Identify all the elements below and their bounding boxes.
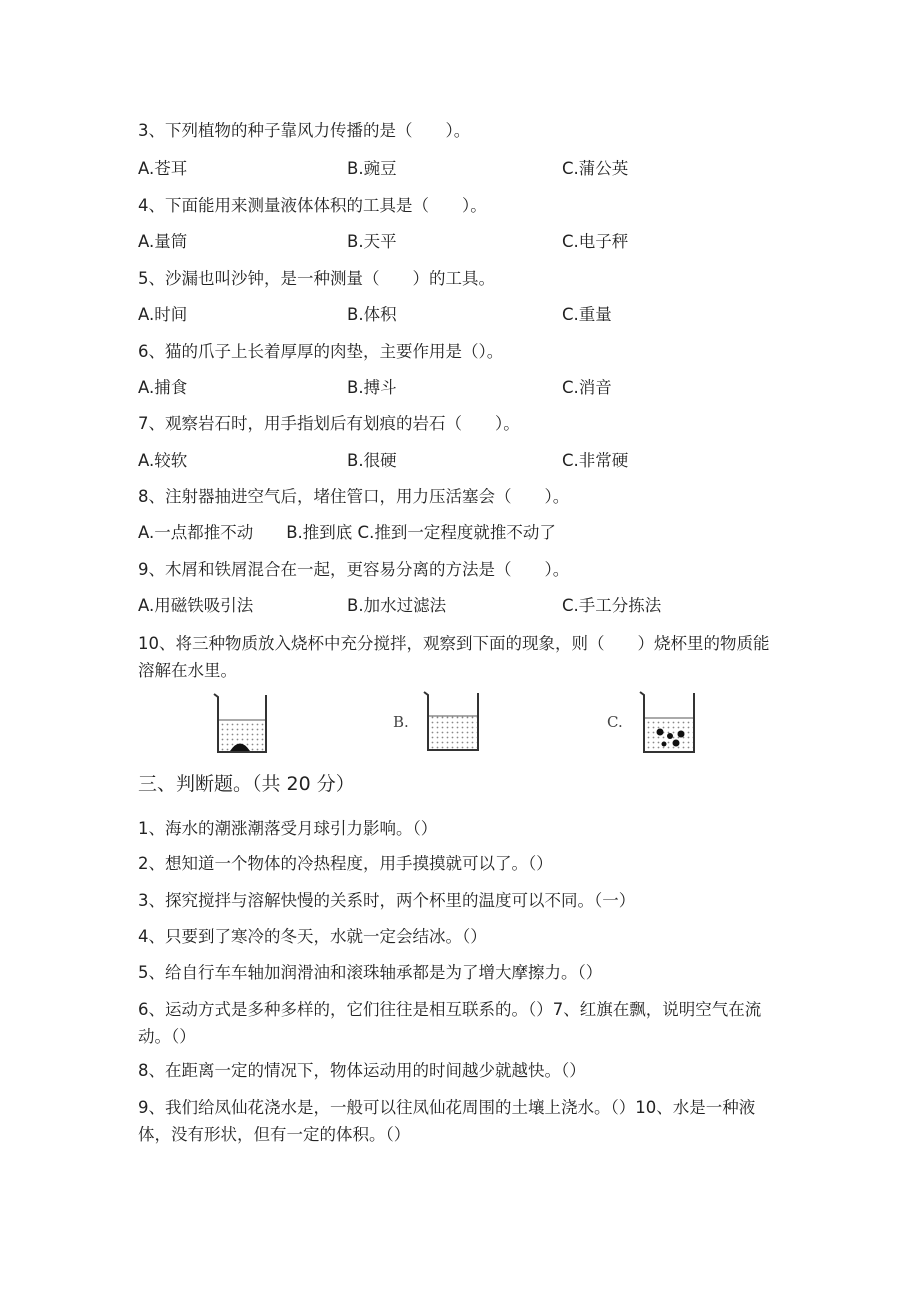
judge-item: 9、我们给凤仙花浇水是，一般可以往凤仙花周围的土壤上浇水。（）10、水是一种液体，没有形状，但有一定的体积。（）: [138, 1098, 756, 1144]
option-a: A.苍耳: [138, 159, 188, 178]
option-c: C.非常硬: [562, 451, 629, 470]
option-b: B.搏斗: [347, 378, 397, 397]
option-c: C.重量: [562, 305, 612, 324]
judge-item: 4、只要到了寒冷的冬天，水就一定会结冰。（）: [138, 927, 487, 946]
beaker-a-figure: [210, 692, 270, 756]
judge-item: 6、运动方式是多种多样的，它们往往是相互联系的。（）7、红旗在飘，说明空气在流动。（）: [138, 1000, 762, 1046]
section-title: 三、判断题。（共 20 分）: [138, 773, 355, 795]
option-b: B.加水过滤法: [347, 596, 447, 615]
judge-item: 3、探究搅拌与溶解快慢的关系时，两个杯里的温度可以不同。（一）: [138, 891, 636, 910]
judge-item: 8、在距离一定的情况下，物体运动用的时间越少就越快。（）: [138, 1061, 586, 1080]
beaker-b-label: B.: [393, 713, 409, 731]
judge-item: 1、海水的潮涨潮落受月球引力影响。（）: [138, 819, 438, 838]
option-b: B.豌豆: [347, 159, 397, 178]
question-stem: 3、下列植物的种子靠风力传播的是（ ）。: [138, 121, 471, 140]
question-stem: 4、下面能用来测量液体体积的工具是（ ）。: [138, 196, 487, 215]
judge-item: 5、给自行车车轴加润滑油和滚珠轴承都是为了增大摩擦力。（）: [138, 963, 603, 982]
option-b: B.很硬: [347, 451, 397, 470]
question-stem: 8、注射器抽进空气后，堵住管口，用力压活塞会（ ）。: [138, 487, 570, 506]
option-c: C.消音: [562, 378, 612, 397]
question-stem: 6、猫的爪子上长着厚厚的肉垫，主要作用是（）。: [138, 342, 504, 361]
option-a: A.较软: [138, 451, 188, 470]
question-stem: 5、沙漏也叫沙钟，是一种测量（ ）的工具。: [138, 269, 495, 288]
question-stem: 10、将三种物质放入烧杯中充分搅拌，观察到下面的现象，则（ ）烧杯里的物质能溶解在水里。: [138, 634, 770, 680]
option-a: A.时间: [138, 305, 188, 324]
option-a: A.用磁铁吸引法: [138, 596, 254, 615]
option-a: A.捕食: [138, 378, 188, 397]
option-b: B.体积: [347, 305, 397, 324]
options-line: A.一点都推不动 B.推到底 C.推到一定程度就推不动了: [138, 523, 556, 542]
beaker-b-figure: [420, 690, 484, 754]
beaker-c-label: C.: [607, 713, 623, 731]
option-c: C.手工分拣法: [562, 596, 662, 615]
judge-item: 2、想知道一个物体的冷热程度，用手摸摸就可以了。（）: [138, 854, 553, 873]
option-b: B.天平: [347, 232, 397, 251]
question-stem: 9、木屑和铁屑混合在一起，更容易分离的方法是（ ）。: [138, 560, 570, 579]
beaker-c-figure: [636, 690, 700, 756]
question-stem: 7、观察岩石时，用手指划后有划痕的岩石（ ）。: [138, 414, 520, 433]
option-c: C.电子秤: [562, 232, 629, 251]
option-c: C.蒲公英: [562, 159, 629, 178]
option-a: A.量筒: [138, 232, 188, 251]
